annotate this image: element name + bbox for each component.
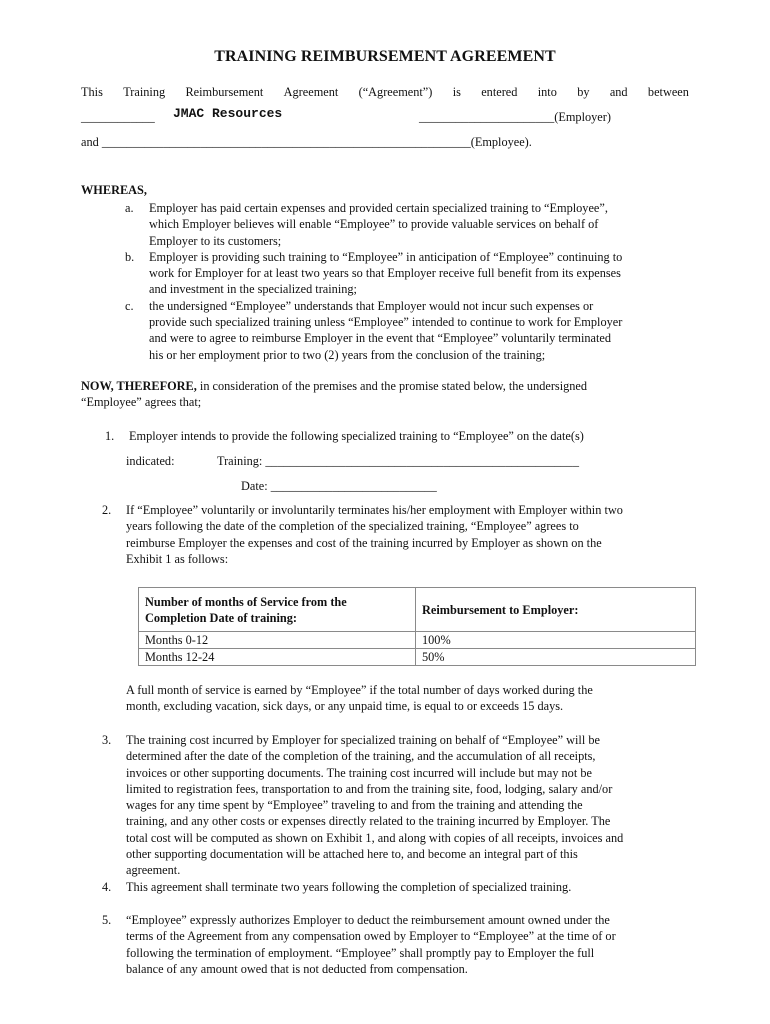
employer-signature-line: ______________________(Employer) (419, 110, 611, 124)
table-header-months: Number of months of Service from the Completion Date of training: (139, 588, 416, 632)
intro-word: into (537, 85, 557, 99)
clause-3 (102, 732, 702, 895)
employee-name-line: and ____________________________________________________________(Employee). (81, 135, 532, 149)
clause-line: training, and any other costs or expenses directly related to the training incurred by Employer. The (126, 814, 611, 829)
clause-line: determined after the date of the completion of the training, and the accumulation of all receipts, (126, 749, 596, 764)
clause-1-indicated: indicated: (126, 454, 175, 468)
table-cell-percent: 50% (416, 649, 696, 666)
item-line: the undersigned “Employee” understands that Employer would not incur such expenses or (149, 298, 594, 313)
intro-word: between (647, 85, 689, 99)
clause-line: If “Employee” voluntarily or involuntarily terminates his/her employment with Employer within two (126, 503, 623, 517)
full-month-note (126, 682, 696, 715)
clause-line: The training cost incurred by Employer for specialized training on behalf of “Employee” will be (126, 733, 600, 747)
clause-line: terms of the Agreement from any compensation owed by Employer to “Employee” at the time of or (126, 929, 616, 944)
intro-word: and (609, 85, 628, 99)
table-cell-percent: 100% (416, 632, 696, 649)
intro-word: This (81, 85, 103, 99)
clause-line: reimburse Employer the expenses and cost of the training incurred by Employer as shown on the (126, 535, 602, 550)
table-row (139, 649, 696, 666)
intro-word: Reimbursement (185, 85, 264, 99)
intro-word: by (577, 85, 590, 99)
clause-line: “Employee” expressly authorizes Employer to deduct the reimbursement amount owned under the (126, 913, 610, 927)
table-header-row (139, 588, 696, 632)
date-field[interactable]: Date: ___________________________ (241, 479, 437, 493)
document-title: TRAINING REIMBURSEMENT AGREEMENT (214, 48, 556, 65)
clause-marker: 2. (102, 503, 112, 517)
clause-line: total cost will be computed as shown on Exhibit 1, and along with copies of all receipts, invoices and (126, 830, 624, 845)
item-line: his or her employment prior to two (2) years from the conclusion of the training; (149, 347, 546, 362)
item-line: Employer has paid certain expenses and provided certain specialized training to “Employee”, (149, 201, 608, 215)
item-line: and investment in the specialized training; (149, 282, 357, 297)
clause-line: wages for any time spent by “Employee” traveling to and from the training and attending the (126, 798, 583, 813)
whereas-list (125, 200, 695, 363)
employer-blank: ____________ (81, 110, 155, 124)
clause-line: invoices or other supporting documents. The training cost incurred will include but may not be (126, 765, 592, 780)
intro-word: is (452, 85, 461, 99)
now-therefore-text: in consideration of the premises and the promise stated below, the undersigned (196, 379, 588, 393)
clause-line: Exhibit 1 as follows: (126, 551, 229, 566)
reimbursement-table (138, 587, 696, 666)
item-line: and were to agree to reimburse Employer in the event that “Employee” voluntarily terminated (149, 331, 611, 346)
whereas-item-c (125, 298, 695, 363)
clause-2 (102, 502, 702, 567)
clause-line: balance of any amount owed that is not deducted from compensation. (126, 961, 468, 976)
employer-name-field[interactable]: JMAC Resources (173, 106, 283, 121)
clause-line: agreement. (126, 863, 181, 878)
table-header-reimbursement: Reimbursement to Employer: (416, 588, 696, 632)
clause-line: limited to registration fees, transportation to and from the training site, food, lodging, salary and/or (126, 781, 613, 796)
item-marker: a. (125, 201, 134, 215)
clause-marker: 3. (102, 733, 112, 747)
item-line: which Employer believes will enable “Employee” to provide valuable services on behalf of (149, 217, 599, 232)
table-cell-months: Months 12-24 (139, 649, 416, 666)
item-line: work for Employer for at least two years so that Employer receive full benefit from its expenses (149, 266, 621, 281)
clause-3-item (102, 732, 702, 879)
now-therefore-line2: “Employee” agrees that; (81, 395, 202, 410)
table-row (139, 632, 696, 649)
whereas-heading: WHEREAS, (81, 183, 147, 197)
clause-marker: 5. (102, 913, 112, 927)
clause-line: following the termination of employment. “Employee” shall promptly pay to Employer the full (126, 945, 595, 960)
clause-4-item (102, 879, 702, 895)
intro-word: entered (481, 85, 518, 99)
whereas-item-b (125, 249, 695, 298)
item-marker: b. (125, 249, 135, 264)
clause-1-marker: 1. (105, 429, 115, 443)
note-line: month, excluding vacation, sick days, or any unpaid time, is equal to or exceeds 15 days. (126, 699, 564, 714)
clause-line: years following the date of the completion of the specialized training, “Employee” agrees to (126, 519, 579, 534)
clause-marker: 4. (102, 879, 112, 894)
clause-line: other supporting documentation will be attached here to, and become an integral part of this (126, 847, 578, 862)
note-line: A full month of service is earned by “Employee” if the total number of days worked during the (126, 683, 593, 697)
intro-word: (“Agreement”) (358, 85, 433, 99)
intro-word: Training (123, 85, 166, 99)
clause-5-item (102, 912, 702, 977)
whereas-item-a (125, 200, 695, 249)
table-cell-months: Months 0-12 (139, 632, 416, 649)
item-line: provide such specialized training unless “Employee” intended to continue to work for Employer (149, 315, 623, 330)
now-therefore-lead: NOW, THEREFORE, (81, 379, 197, 393)
now-therefore-paragraph (81, 378, 701, 411)
clause-1-text: Employer intends to provide the following specialized training to “Employee” on the date(s) (129, 429, 584, 443)
clause-5 (102, 912, 702, 977)
clause-2-item (102, 502, 702, 567)
clause-line: This agreement shall terminate two years following the completion of specialized training. (126, 879, 572, 894)
intro-line (81, 85, 689, 100)
item-line: Employer to its customers; (149, 233, 282, 248)
training-field[interactable]: Training: ___________________________________________________ (217, 454, 579, 468)
item-line: Employer is providing such training to “Employee” in anticipation of “Employee” continuing to (149, 249, 623, 264)
intro-word: Agreement (283, 85, 339, 99)
item-marker: c. (125, 298, 134, 313)
